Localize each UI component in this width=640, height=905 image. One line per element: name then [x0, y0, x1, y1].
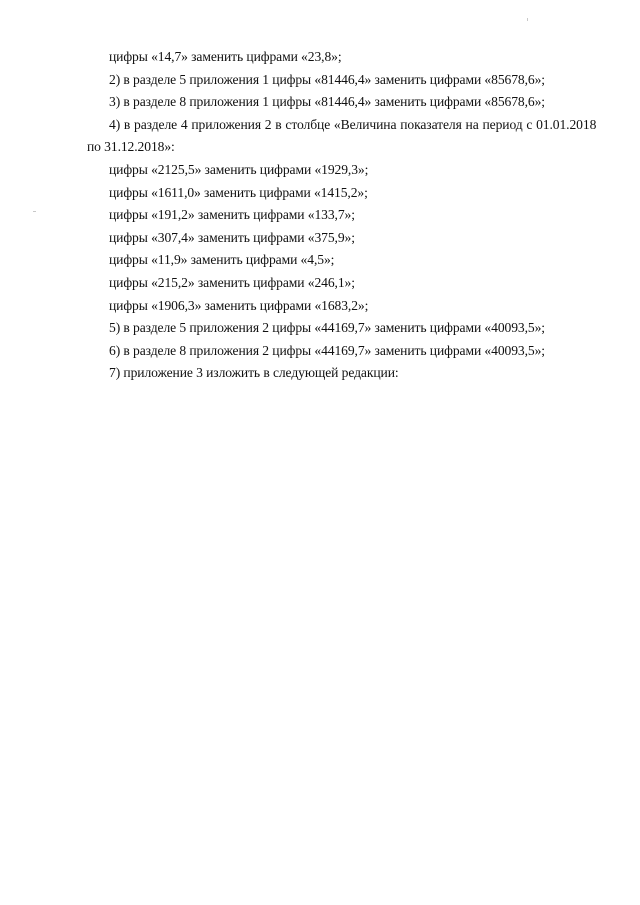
paragraph-line-continuation: по 31.12.2018»: [87, 139, 175, 155]
paragraph-line: цифры «191,2» заменить цифрами «133,7»; [109, 207, 355, 223]
document-body [87, 46, 597, 385]
paragraph-line: 7) приложение 3 изложить в следующей редакции: [109, 365, 399, 381]
paragraph-line: 2) в разделе 5 приложения 1 цифры «81446,4» заменить цифрами «85678,6»; [109, 71, 545, 87]
paragraph-line: 4) в разделе 4 приложения 2 в столбце «Величина показателя на период с 01.01.2018 [109, 116, 597, 132]
scan-mark-top [527, 18, 528, 21]
paragraph-line: цифры «2125,5» заменить цифрами «1929,3»; [109, 161, 369, 177]
paragraph-line: цифры «11,9» заменить цифрами «4,5»; [109, 252, 335, 268]
paragraph-line: цифры «215,2» заменить цифрами «246,1»; [109, 274, 355, 290]
paragraph-line: цифры «1611,0» заменить цифрами «1415,2»; [109, 184, 368, 200]
scan-mark-left [33, 211, 36, 212]
paragraph-line: цифры «14,7» заменить цифрами «23,8»; [109, 49, 342, 64]
paragraph-line: цифры «1906,3» заменить цифрами «1683,2»; [109, 297, 369, 313]
paragraph-line: 5) в разделе 5 приложения 2 цифры «44169,7» заменить цифрами «40093,5»; [109, 320, 545, 336]
paragraph-line: 3) в разделе 8 приложения 1 цифры «81446,4» заменить цифрами «85678,6»; [109, 94, 545, 110]
paragraph-line: 6) в разделе 8 приложения 2 цифры «44169,7» заменить цифрами «40093,5»; [109, 342, 545, 358]
paragraph-line: цифры «307,4» заменить цифрами «375,9»; [109, 229, 355, 245]
